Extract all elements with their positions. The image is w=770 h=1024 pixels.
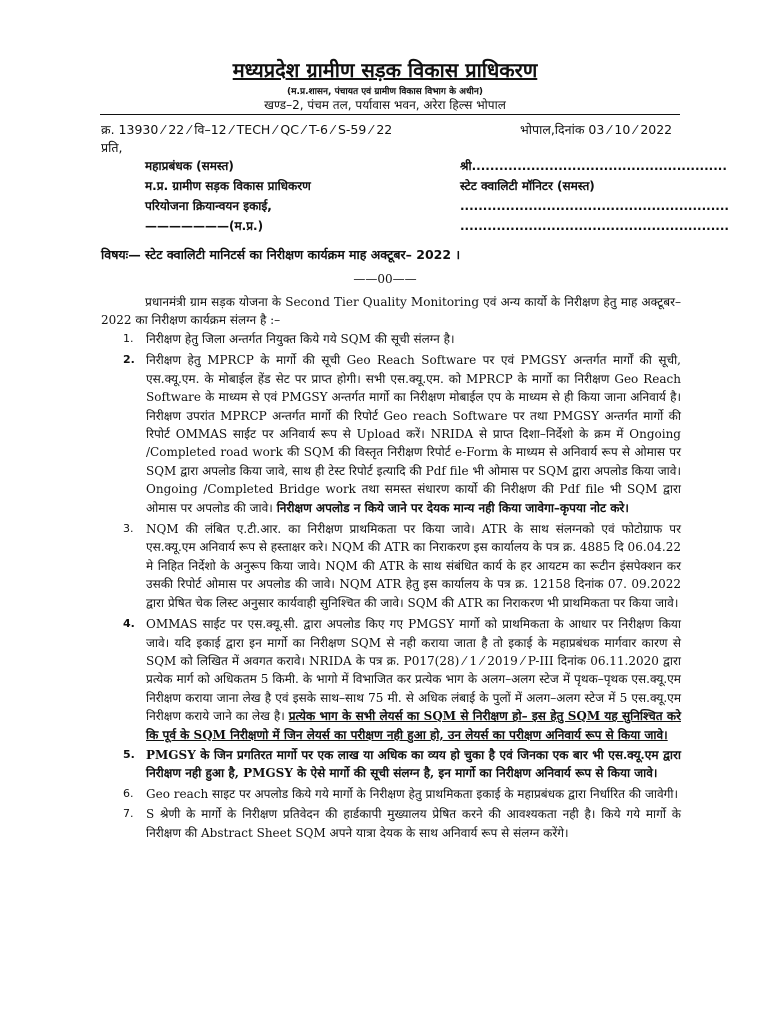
recipient-left-line: ———————(म.प्र.) xyxy=(145,219,264,233)
item-number: 3. xyxy=(123,522,134,536)
instruction-item xyxy=(101,805,681,842)
item-number: 4. xyxy=(123,617,135,631)
organization-address: खण्ड–2, पंचम तल, पर्यावास भवन, अरेरा हिल्स भोपाल xyxy=(264,98,506,112)
item-text: निरीक्षण हेतु MPRCP के मार्गो की सूची Geo Reach Software पर एवं PMGSY अन्तर्गत मार्गों की सूची, एस.क्यू.एम. के मोबाईल हेंड सेट पर प्राप्त होगी। सभी एस.क्यू.एम. को MPRCP के मार्गो का निरीक्षण Geo Reach Software के माध्यम से एवं PMGSY अन्तर्गत मार्गो का निरीक्षण मोबाईल एप के माध्यम से ही किया जाना अनिवार्य है। निरीक्षण उपरांत MPRCP अन्तर्गत मार्गो की रिपोर्ट Geo reach Software पर तथा PMGSY अन्तर्गत मार्गो की रिपोर्ट OMMAS साईट पर अनिवार्य रूप से Upload करें। NRIDA से प्राप्त दिशा–निर्देशो के क्रम में Ongoing /Completed road work की SQM की विस्तृत निरीक्षण रिपोर्ट e-Form के माध्यम से अनिवार्य रूप से ओमास पर SQM द्वारा अपलोड किया जावे, साथ ही टेस्ट रिपोर्ट इत्यादि की Pdf file भी ओमास पर SQM द्वारा अपलोड किया जावे। Ongoing /Completed Bridge work तथा समस्त संधारण कार्यो की निरीक्षण की Pdf file भी SQM द्वारा ओमास पर अपलोड की जावे। xyxy=(146,353,681,515)
intro-paragraph: प्रधानमंत्री ग्राम सड़क योजना के Second Tier Quality Monitoring एवं अन्य कार्यो के निरीक्षण हेतु माह अक्टूबर–2022 का निरीक्षण कार्यक्रम संलग्न है :– xyxy=(101,295,681,327)
item-text-emphasis: प्रत्येक भाग के सभी लेयर्स का SQM से निरीक्षण हो– इस हेतु SQM यह सुनिश्चित करे कि पूर्व के SQM निरीक्षणो में जिन लेयर्स का परीक्षण नही हुआ हो, उन लेयर्स का परीक्षण अनिवार्य रूप से किया जावे। xyxy=(146,709,681,742)
recipient-right-line: स्टेट क्वालिटी मॉनिटर (समस्त) xyxy=(460,179,595,193)
item-text-emphasis: PMGSY के जिन प्रगतिरत मार्गो पर एक लाख या अधिक का व्यय हो चुका है एवं जिनका एक बार भी एस.क्यू.एम द्वारा निरीक्षण नही हुआ है, PMGSY के ऐसे मार्गो की सूची संलग्न है, इन मार्गो का निरीक्षण अनिवार्य रूप से किया जावे। xyxy=(146,747,681,781)
instruction-item xyxy=(101,351,681,517)
recipient-right xyxy=(460,156,729,236)
instruction-item xyxy=(101,615,681,744)
organization-subtitle: (म.प्र.शासन, पंचायत एवं ग्रामीण विकास विभाग के अधीन) xyxy=(287,87,483,97)
letter-date: भोपाल,दिनांक 03 ⁄ 10 ⁄ 2022 xyxy=(520,122,673,137)
item-number: 2. xyxy=(123,353,135,367)
section-separator: ——00—— xyxy=(353,272,417,286)
item-number: 7. xyxy=(123,807,134,821)
recipient-left-line: म.प्र. ग्रामीण सड़क विकास प्राधिकरण xyxy=(145,179,311,193)
recipient-right-line: ........................................................... xyxy=(460,219,729,233)
recipient-left-line: परियोजना क्रियान्वयन इकाई, xyxy=(145,199,272,213)
instruction-item xyxy=(101,746,681,783)
item-text: NQM की लंबित ए.टी.आर. का निरीक्षण प्राथमिकता पर किया जावे। ATR के साथ संलग्नको एवं फोटोग्राफ पर एस.क्यू.एम अनिवार्य रूप से हस्ताक्षर करे। NQM की ATR का निराकरण इस कार्यालय के पत्र क्र. 4885 दि 06.04.22 मे निहित निर्देशो के अनुरूप किया जावे। NQM की ATR के साथ संबंधित कार्य के हर आयटम का रूटीन इंसपेक्शन कर उसकी रिपोर्ट ओमास पर अपलोड की जावे। NQM ATR हेतु इस कार्यालय के पत्र क्र. 12158 दिनांक 07. 09.2022 द्वारा प्रेषित चेक लिस्ट अनुसार कार्यवाही सुनिश्चित की जावे। SQM की ATR का निराकरण भी प्राथमिकता पर किया जावे। xyxy=(146,522,681,610)
recipient-left xyxy=(145,156,311,236)
item-text: OMMAS साईट पर एस.क्यू.सी. द्वारा अपलोड किए गए PMGSY मार्गो को प्राथमिकता के आधार पर निरीक्षण किया जावे। यदि इकाई द्वारा इन मार्गो का निरीक्षण SQM से नही कराया जाता है तो इकाई के महाप्रबंधक मार्गवार कारण से SQM को लिखित में अवगत करावे। NRIDA के पत्र क्र. P017(28) ⁄ 1 ⁄ 2019 ⁄ P-III दिनांक 06.11.2020 द्वारा प्रत्येक मार्ग को अधिकतम 5 किमी. के भागो में विभाजित कर प्रत्येक भाग के अलग–अलग स्टेज में पृथक–पृथक एस.क्यू.एम निरीक्षण कराया जाना लेख है एवं इसके साथ–साथ 75 मी. से अधिक लंबाई के पुलों में अलग–अलग स्टेज में 5 एस.क्यू.एम निरीक्षण कराये जाने का लेख है। xyxy=(146,617,681,724)
instruction-list xyxy=(101,330,681,842)
item-number: 6. xyxy=(123,786,134,800)
item-number: 1. xyxy=(123,332,134,345)
instruction-item xyxy=(101,520,681,612)
item-number: 5. xyxy=(123,747,135,761)
instruction-item xyxy=(101,330,681,348)
letter-subject: विषयः— स्टेट क्वालिटी मानिटर्स का निरीक्षण कार्यक्रम माह अक्टूबर– 2022 । xyxy=(101,247,461,262)
item-text: Geo reach साइट पर अपलोड किये गये मार्गो के निरीक्षण हेतु प्राथमिकता इकाई के महाप्रबंधक द्वारा निर्धारित की जावेगी। xyxy=(146,786,679,801)
recipient-right-line: ........................................................... xyxy=(460,199,729,213)
salutation-prati: प्रति, xyxy=(101,140,123,155)
item-text: S श्रेणी के मार्गो के निरीक्षण प्रतिवेदन की हार्डकापी मुख्यालय प्रेषित करने की आवश्यकता नही है। किये गये मार्गो के निरीक्षण की Abstract Sheet SQM अपने यात्रा देयक के साथ अनिवार्य रूप से संलग्न करेंगे। xyxy=(146,807,681,840)
recipient-right-line: श्री........................................................ xyxy=(460,159,727,173)
recipient-left-line: महाप्रबंधक (समस्त) xyxy=(145,159,234,173)
item-text: निरीक्षण हेतु जिला अन्तर्गत नियुक्त किये गये SQM की सूची संलग्न है। xyxy=(146,332,455,346)
header-divider xyxy=(100,114,680,115)
item-text-emphasis: निरीक्षण अपलोड न किये जाने पर देयक मान्य नही किया जावेगा–कृपया नोट करे। xyxy=(276,500,629,515)
instruction-item xyxy=(101,785,681,803)
organization-title: मध्यप्रदेश ग्रामीण सड़क विकास प्राधिकरण xyxy=(232,58,538,82)
reference-number: क्र. 13930 ⁄ 22 ⁄ वि–12 ⁄ TECH ⁄ QC ⁄ T-6 ⁄ S-59 ⁄ 22 xyxy=(101,122,393,137)
